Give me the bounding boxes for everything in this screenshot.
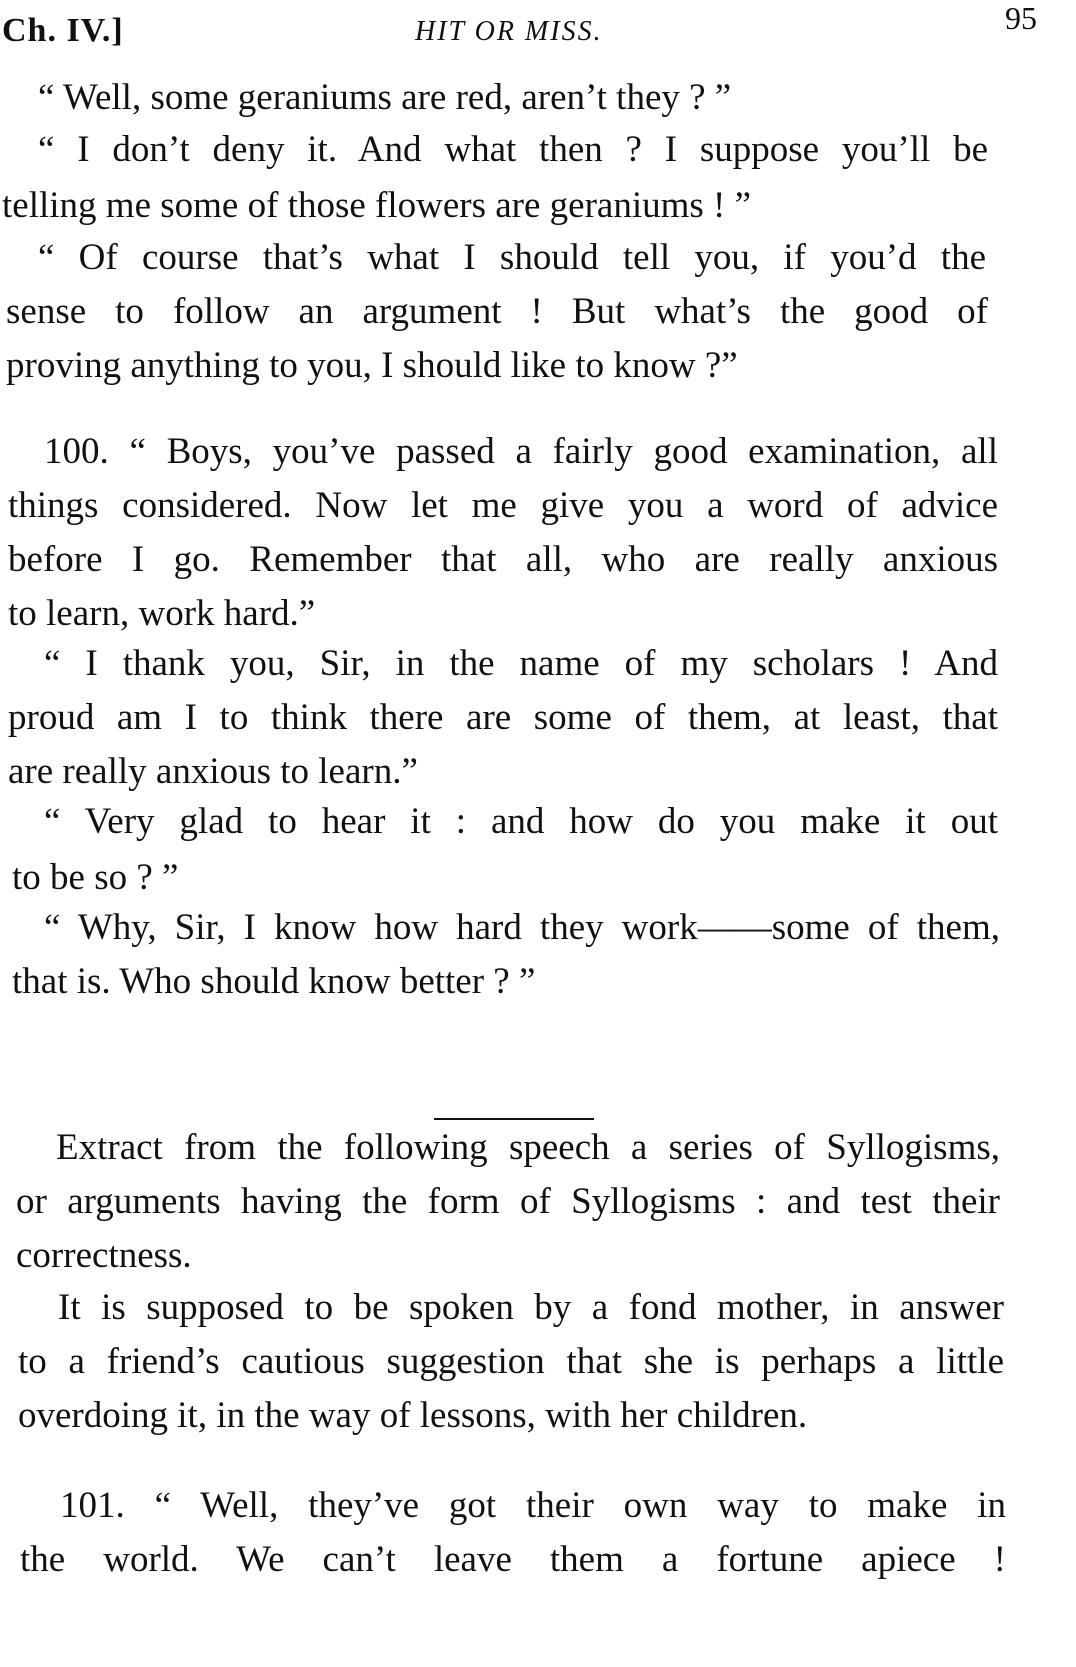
page-number: 95: [1005, 0, 1037, 36]
section-divider: [434, 1118, 594, 1120]
text-line: the world. We can’t leave them a fortune apiece !: [20, 1539, 1006, 1580]
running-title: HIT OR MISS.: [415, 16, 603, 47]
text-line: things considered. Now let me give you a word of advice: [8, 485, 998, 526]
text-line: “ I thank you, Sir, in the name of my scholars ! And: [44, 643, 998, 684]
text-line: 101. “ Well, they’ve got their own way to make in: [60, 1485, 1006, 1526]
running-header: [0, 0, 1076, 60]
text-line: “ Very glad to hear it : and how do you make it out: [44, 801, 998, 842]
text-line: to learn, work hard.”: [8, 593, 316, 634]
text-line: Extract from the following speech a series of Syllogisms,: [56, 1127, 1000, 1168]
text-line: or arguments having the form of Syllogisms : and test their: [16, 1181, 1000, 1222]
text-line: correctness.: [16, 1235, 192, 1276]
text-line: telling me some of those flowers are geraniums ! ”: [2, 185, 752, 226]
text-line: proud am I to think there are some of them, at least, that: [8, 697, 998, 738]
text-line: before I go. Remember that all, who are really anxious: [8, 539, 998, 580]
text-line: proving anything to you, I should like to know ?”: [6, 345, 738, 386]
text-line: to a friend’s cautious suggestion that she is perhaps a little: [18, 1341, 1004, 1382]
text-line: “ Of course that’s what I should tell you, if you’d the: [38, 237, 986, 278]
text-line: that is. Who should know better ? ”: [12, 961, 536, 1002]
text-line: “ I don’t deny it. And what then ? I suppose you’ll be: [38, 129, 988, 170]
text-line: overdoing it, in the way of lessons, with her children.: [18, 1395, 808, 1436]
text-line: to be so ? ”: [12, 857, 179, 898]
text-line: “ Why, Sir, I know how hard they work——some of them,: [44, 907, 1000, 948]
text-line: sense to follow an argument ! But what’s the good of: [6, 291, 988, 332]
text-line: 100. “ Boys, you’ve passed a fairly good examination, all: [44, 431, 998, 472]
text-line: are really anxious to learn.”: [8, 751, 418, 792]
chapter-label: Ch. IV.]: [2, 12, 124, 49]
text-line: “ Well, some geraniums are red, aren’t they ? ”: [38, 77, 732, 118]
text-line: It is supposed to be spoken by a fond mother, in answer: [58, 1287, 1004, 1328]
